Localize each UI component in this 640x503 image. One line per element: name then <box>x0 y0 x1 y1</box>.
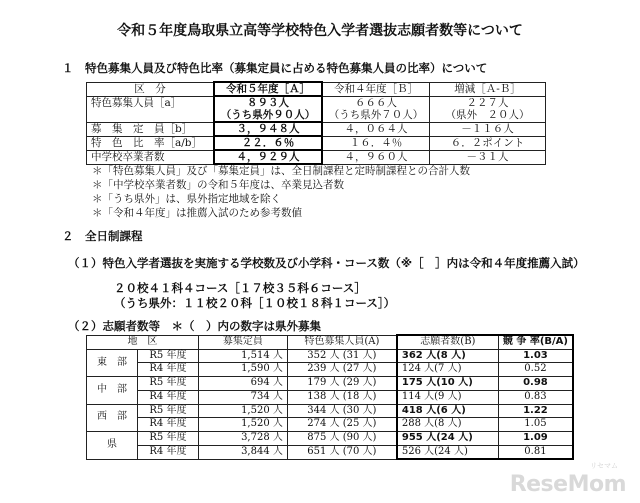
capacity: 3,844 人 <box>198 445 287 459</box>
cell-diff: （県外 ２０人） <box>430 109 546 122</box>
applicants: 114 人(9 人) <box>397 390 499 404</box>
capacity: 1,520 人 <box>198 418 287 432</box>
year: R5 年度 <box>138 404 199 418</box>
header-ratio: 競 争 率(B/A) <box>498 335 573 349</box>
cell-diff: －３１人 <box>430 150 546 164</box>
resemom-logo: ReseMom <box>509 472 626 497</box>
cell-diff: －１１６人 <box>430 122 546 136</box>
school-count-line: ２０校４１科４コース［１７校３５科６コース］ <box>114 281 366 295</box>
subsection1-heading: （１）特色入学者選抜を実施する学校数及び小学科・コース数（※［ ］内は令和４年度推薦入試） <box>68 256 585 270</box>
subsection2-heading: （２）志願者数等 ＊（ ）内の数字は県外募集 <box>68 319 321 333</box>
row-label: 特色募集人員［a］ <box>87 96 215 122</box>
applicants: 124 人(7 人) <box>397 363 499 377</box>
special-quota: 344 人 (30 人) <box>287 404 397 418</box>
year: R4 年度 <box>138 445 199 459</box>
ratio: 0.83 <box>498 390 573 404</box>
ratio: 0.52 <box>498 363 573 377</box>
header-region: 地 区 <box>87 335 199 349</box>
special-quota: 274 人 (25 人) <box>287 418 397 432</box>
header-diff: 増減［Ａ-Ｂ］ <box>430 82 546 96</box>
cell-r5: ３，９４８人 <box>214 122 322 136</box>
applicants: 362 人(8 人) <box>397 349 499 363</box>
row-label: 特 色 比 率［a/b］ <box>87 136 215 150</box>
region-prefecture: 県 <box>87 431 138 459</box>
row-label: 募 集 定 員［b］ <box>87 122 215 136</box>
header-r4: 令和４年度［Ｂ］ <box>322 82 430 96</box>
section2-heading: ２ 全日制課程 <box>62 229 143 243</box>
row-label: 中学校卒業者数 <box>87 150 215 164</box>
logo-subtext: リセマム <box>590 462 618 470</box>
note: ＊「中学校卒業者数」の令和５年度は、卒業見込者数 <box>92 179 344 191</box>
cell-diff: ２２７人 <box>430 96 546 109</box>
school-count-out-of-pref-line: （うち県外：１１校２０科［１０校１８科１コース］） <box>114 296 396 310</box>
applicants: 288 人(8 人) <box>397 418 499 432</box>
header-r5: 令和５年度［Ａ］ <box>214 82 322 96</box>
ratio: 1.22 <box>498 404 573 418</box>
ratio: 1.05 <box>498 418 573 432</box>
special-quota: 875 人 (90 人) <box>287 431 397 445</box>
applicants: 175 人(10 人) <box>397 377 499 391</box>
applicants-table <box>86 334 574 460</box>
section1-heading: １ 特色募集人員及び特色比率（募集定員に占める特色募集人員の比率）について <box>62 61 488 75</box>
applicants: 418 人(6 人) <box>397 404 499 418</box>
special-quota: 138 人 (18 人) <box>287 390 397 404</box>
applicants: 526 人(24 人) <box>397 445 499 459</box>
capacity: 1,514 人 <box>198 349 287 363</box>
header-special-quota: 特色募集人員(A) <box>287 335 397 349</box>
capacity: 1,520 人 <box>198 404 287 418</box>
year: R5 年度 <box>138 349 199 363</box>
cell-r5: ４，９２９人 <box>214 150 322 164</box>
applicants: 955 人(24 人) <box>397 431 499 445</box>
capacity: 694 人 <box>198 377 287 391</box>
ratio: 0.98 <box>498 377 573 391</box>
ratio: 1.09 <box>498 431 573 445</box>
ratio: 1.03 <box>498 349 573 363</box>
cell-diff: ６．２ポイント <box>430 136 546 150</box>
year: R5 年度 <box>138 377 199 391</box>
note: ＊「令和４年度」は推薦入試のため参考数値 <box>92 207 302 219</box>
region-central: 中 部 <box>87 377 138 404</box>
special-quota-table <box>86 81 546 165</box>
note: ＊「うち県外」は、県外指定地域を除く <box>92 193 281 205</box>
ratio: 0.81 <box>498 445 573 459</box>
header-capacity: 募集定員 <box>198 335 287 349</box>
capacity: 734 人 <box>198 390 287 404</box>
capacity: 1,590 人 <box>198 363 287 377</box>
cell-r4: ６６６人 <box>322 96 430 109</box>
special-quota: 651 人 (70 人) <box>287 445 397 459</box>
cell-r4: ４，９６０人 <box>322 150 430 164</box>
year: R5 年度 <box>138 431 199 445</box>
cell-r4: ４，０６４人 <box>322 122 430 136</box>
cell-r5: （うち県外９０人） <box>214 109 322 122</box>
header-applicants: 志願者数(B) <box>397 335 499 349</box>
cell-r4: １６．４％ <box>322 136 430 150</box>
region-west: 西 部 <box>87 404 138 431</box>
page-title: 令和５年度鳥取県立高等学校特色入学者選抜志願者数等について <box>117 23 523 39</box>
special-quota: 179 人 (29 人) <box>287 377 397 391</box>
special-quota: 239 人 (27 人) <box>287 363 397 377</box>
note: ＊「特色募集人員」及び「募集定員」は、全日制課程と定時制課程との合計人数 <box>92 165 470 177</box>
year: R4 年度 <box>138 363 199 377</box>
special-quota: 352 人 (31 人) <box>287 349 397 363</box>
cell-r4: （うち県外７０人） <box>322 109 430 122</box>
capacity: 3,728 人 <box>198 431 287 445</box>
year: R4 年度 <box>138 390 199 404</box>
region-east: 東 部 <box>87 349 138 376</box>
cell-r5: ８９３人 <box>214 96 322 109</box>
header-category: 区 分 <box>87 82 215 96</box>
cell-r5: ２２．６％ <box>214 136 322 150</box>
year: R4 年度 <box>138 418 199 432</box>
